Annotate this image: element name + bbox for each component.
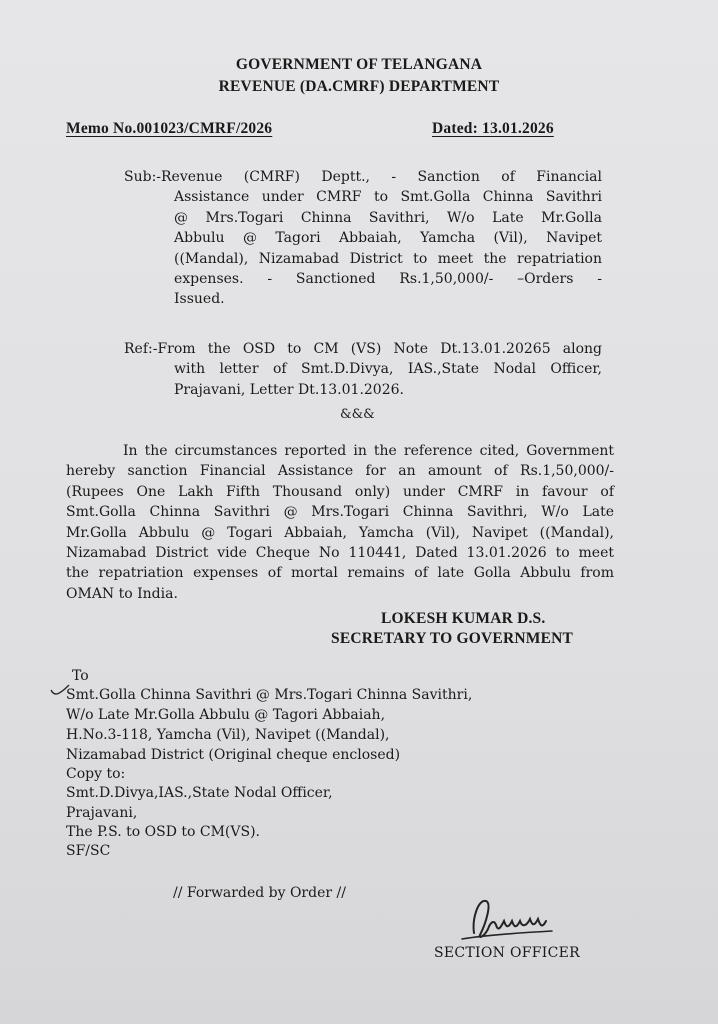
subject-line: Assistance under CMRF to Smt.Golla Chinna Savithri <box>174 189 602 206</box>
copy-line: Smt.D.Divya,IAS.,State Nodal Officer, <box>66 785 333 801</box>
reference-line: Prajavani, Letter Dt.13.01.2026. <box>174 381 404 398</box>
addressee-line: Nizamabad District (Original cheque enclosed) <box>66 747 401 763</box>
addressee-line: H.No.3-118, Yamcha (Vil), Navipet ((Mandal), <box>66 727 390 743</box>
department-heading: REVENUE (DA.CMRF) DEPARTMENT <box>218 78 500 95</box>
signatory-name: LOKESH KUMAR D.S. <box>381 610 546 627</box>
order-line: In the circumstances reported in the reference cited, Government <box>123 443 614 459</box>
copy-line: The P.S. to OSD to CM(VS). <box>66 824 260 840</box>
handwritten-signature <box>456 893 556 945</box>
copy-line: Prajavani, <box>66 805 138 821</box>
order-line: the repatriation expenses of mortal remains of late Golla Abbulu from <box>66 565 614 582</box>
subject-line: Issued. <box>174 291 225 308</box>
order-line: Mr.Golla Abbulu @ Togari Abbaiah, Yamcha (Vil), Navipet ((Mandal), <box>66 524 614 541</box>
addressee-line: Smt.Golla Chinna Savithri @ Mrs.Togari Chinna Savithri, <box>66 687 473 703</box>
memo-date: Dated: 13.01.2026 <box>432 120 554 137</box>
subject-paragraph <box>124 167 602 310</box>
to-label: To <box>72 668 89 684</box>
subject-line: Abbulu @ Tagori Abbaiah, Yamcha (Vil), Navipet <box>174 230 602 247</box>
forwarded-by-order: // Forwarded by Order // <box>173 885 346 901</box>
order-paragraph <box>66 441 614 604</box>
subject-line: ((Mandal), Nizamabad District to meet the repatriation <box>174 250 602 267</box>
subject-line: expenses. - Sanctioned Rs.1,50,000/- –Orders - <box>174 270 602 287</box>
addressee-line: W/o Late Mr.Golla Abbulu @ Tagori Abbaiah, <box>66 707 386 723</box>
memo-number: Memo No.001023/CMRF/2026 <box>66 120 273 137</box>
section-officer-label: SECTION OFFICER <box>434 945 580 961</box>
order-line: Nizamabad District vide Cheque No 110441, Dated 13.01.2026 to meet <box>66 544 614 561</box>
copy-line: SF/SC <box>66 843 111 859</box>
subject-line: @ Mrs.Togari Chinna Savithri, W/o Late Mr.Golla <box>174 209 602 226</box>
reference-line: Ref:-From the OSD to CM (VS) Note Dt.13.01.20265 along <box>124 341 602 357</box>
reference-line: with letter of Smt.D.Divya, IAS.,State Nodal Officer, <box>174 361 602 378</box>
copy-label: Copy to: <box>66 766 126 782</box>
subject-line: Sub:-Revenue (CMRF) Deptt., - Sanction of Financial <box>124 169 602 185</box>
separator: &&& <box>340 407 375 422</box>
signatory-designation: SECRETARY TO GOVERNMENT <box>331 630 574 647</box>
government-heading: GOVERNMENT OF TELANGANA <box>235 56 483 73</box>
order-line: hereby sanction Financial Assistance for an amount of Rs.1,50,000/- <box>66 463 614 480</box>
order-line: Smt.Golla Chinna Savithri @ Mrs.Togari Chinna Savithri, W/o Late <box>66 504 614 521</box>
order-line: (Rupees One Lakh Fifth Thousand only) under CMRF in favour of <box>66 483 614 500</box>
reference-paragraph <box>124 339 602 400</box>
order-line: OMAN to India. <box>66 585 178 602</box>
